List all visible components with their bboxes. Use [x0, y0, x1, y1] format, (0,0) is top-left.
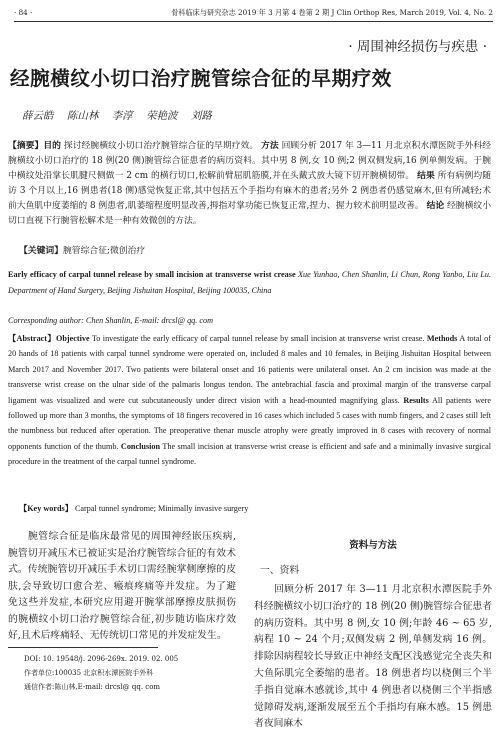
en-objective-text: To investigate the early efficacy of carpal tunnel release by small incision at transverse wrist crease. — [91, 334, 425, 343]
materials-paragraph: 回顾分析 2017 年 3—11 月北京积水潭医院手外科经腕横纹小切口治疗的 18 例(20 侧)腕管综合征患者的病历资料。其中男 8 例,女 10 例;年龄 46 ~ 65 岁,病程 10 ~ 24 个月;双侧发病 2 例,单侧发病 16 例。排除因病程较长导致正中神经支配区浅感觉完全丧失和大鱼际肌完全萎缩的患者。18 例患者均以桡侧三个半手指自觉麻木感就诊,其中 4 例患者以桡侧三个半指感觉障碍发病,逐渐发展至五个手指均有麻木感。15 例患者夜间麻木 — [254, 584, 492, 730]
author-list: 薛云皓 陈山林 李淳 荣艳波 刘路 — [22, 110, 212, 122]
chinese-keywords — [19, 243, 145, 256]
affiliation-footnote: 作者单位:100035 北京积水潭医院手外科 — [24, 669, 154, 677]
running-header — [14, 6, 493, 20]
doi-footnote: DOI: 10. 19548/j. 2096-269x. 2019. 02. 005 — [24, 655, 179, 663]
results-text: 所有病例均随访 3 个月以上,16 例患者(18 侧)感觉恢复正常,其中包括五个手指均有麻木的患者;另外 2 例患者仍感觉麻木,但有所减轻;术前大鱼肌中度萎缩的 8 例患者,肌萎缩程度明显改善,拇指对掌功能已恢复正常,捏力、握力较术前明显改善。 — [8, 171, 491, 211]
en-methods-label: Methods — [426, 334, 458, 343]
english-keywords — [19, 503, 248, 514]
footnotes — [24, 652, 178, 694]
right-column — [254, 529, 492, 733]
conclusion-label: 结论 — [426, 201, 445, 211]
objective-label: 目的 — [43, 141, 62, 151]
english-authors-affiliation: Xue Yunhao, Chen Shanlin, Li Chun, Rong Yanbo, Liu Lu. Department of Hand Surgery, Beijing Jishuitan Hospital, Beijing 100035, China — [8, 270, 492, 295]
footnote-rule — [8, 647, 158, 648]
article-title: 经腕横纹小切口治疗腕管综合征的早期疗效 — [10, 67, 392, 90]
keywords-label: 【关键词】 — [19, 246, 63, 256]
conclusion-text: 经腕横纹小切口直视下行腕管松解术是一种有效微创的方法。 — [8, 201, 491, 226]
corresponding-author: Corresponding author: Chen Shanlin, E-mail: drcsl@ qq. com — [8, 316, 214, 325]
english-title-block — [8, 267, 491, 299]
en-conclusion-label: Conclusion — [120, 441, 161, 451]
page-number: · 84 · — [14, 8, 33, 17]
results-label: 结果 — [417, 171, 435, 181]
section-label: · 周围神经损伤与疾患 · — [348, 39, 487, 55]
intro-paragraph: 腕管综合征是临床最常见的周围神经嵌压疾病,腕管切开减压术已被证实是治疗腕管综合征的有效术式。传统腕管切开减压手术切口需经腕掌侧摩擦的皮肤,会导致切口愈合差、瘢痕疼痛等并发症。为了避免这些并发症,本研究应用避开腕掌部摩擦皮肤损伤的腕横纹小切口治疗腕管综合征,初步随访临床疗效好,且术后疼痛轻、无传统切口常见的并发症发生。 — [8, 531, 236, 641]
en-keywords-label: 【Key words】 — [19, 504, 73, 513]
en-abstract-label: 【Abstract】 — [8, 334, 56, 343]
en-results-text: All patients were followed up more than 3 months, the symptoms of 18 fingers recovered in 16 cases which included 5 cases with numb fingers, and 2 cases still left the numbness but reduced after operation. The preoperative thenar muscle atrophy were greatly improved in 8 cases with recovery of normal opponents function of the thumb. — [8, 395, 491, 451]
en-objective-label: Objective — [55, 334, 90, 343]
section-heading: 资料与方法 — [349, 540, 397, 551]
correspondence-footnote: 通信作者:陈山林,E-mail: drcsl@ qq. com — [24, 683, 161, 691]
english-title: Early efficacy of carpal tunnel release by small incision at transverse wrist crease — [8, 270, 296, 279]
en-results-label: Results — [403, 395, 429, 405]
en-keywords-text: Carpal tunnel syndrome; Minimally invasive surgery — [74, 504, 249, 513]
en-methods-text: A total of 20 hands of 18 patients with carpal tunnel syndrome were operated on, included 8 males and 10 females, in Beijing Jishuitan Hospital between March 2017 and November 2017. Two patients were bilateral onset and 16 patients were unilateral onset. An 2 cm incision was made at the transverse wrist crease on the ulnar side of the palmaris longus tendon. The antebrachial fascia and proximal margin of the transverse carpal ligament was visualized and were cut subcutaneously under direct vision with a head-mounted magnifying glass. — [8, 334, 491, 405]
objective-text: 探讨经腕横纹小切口治疗腕管综合征的早期疗效。 — [63, 141, 259, 151]
methods-text: 回顾分析 2017 年 3—11 月北京积水潭医院手外科经腕横纹小切口治疗的 18 例(20 侧)腕管综合征患者的病历资料。其中男 8 例,女 10 例;2 例双侧发病,16 例单侧发病。于腕中横纹处沿掌长肌腱尺侧做一 2 cm 的横行切口,松解前臂屈肌筋膜,并在头戴式放大镜下切开腕横韧带。 — [8, 141, 491, 181]
en-conclusion-text: The small incision at transverse wrist crease is efficient and safe and a minimally invasive surgical procedure in the treatment of the carpal tunnel syndrome. — [8, 441, 491, 467]
keywords-text: 腕管综合征;微创治疗 — [63, 246, 146, 256]
subsection-heading: 一、资料 — [260, 565, 300, 576]
methods-label: 方法 — [261, 141, 279, 151]
english-abstract — [8, 331, 491, 470]
chinese-abstract — [8, 139, 491, 229]
journal-citation-line: 骨科临床与研究杂志 2019 年 3 月第 4 卷第 2 期 J Clin Orthop Res, March 2019, Vol. 4, No. 2 — [171, 8, 493, 17]
header-rule — [14, 21, 493, 22]
abstract-label: 【摘要】 — [8, 141, 44, 151]
